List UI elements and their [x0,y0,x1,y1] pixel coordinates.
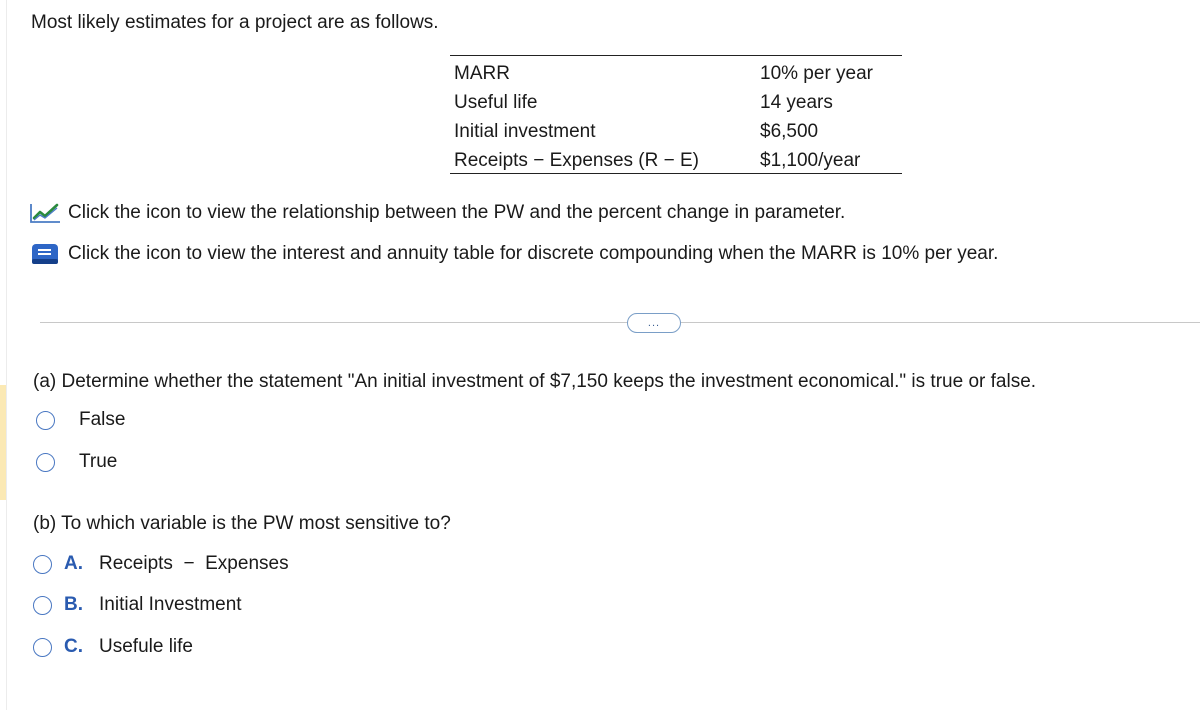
part-b-option-c[interactable] [33,636,193,658]
expand-button[interactable]: ... [627,313,681,333]
radio-button[interactable] [33,638,52,657]
param-label: MARR [454,62,510,84]
book-icon[interactable] [28,242,68,266]
option-letter: A. [64,553,83,574]
section-divider [40,322,1200,323]
param-label: Initial investment [454,120,596,142]
table-row [450,88,902,117]
radio-button[interactable] [36,453,55,472]
parameters-table [450,55,902,175]
option-letter: C. [64,636,83,657]
part-a-option-true[interactable] [36,451,117,473]
table-link-row [28,242,998,266]
part-a-question: (a) Determine whether the statement "An initial investment of $7,150 keeps the investment economical." is true or false. [33,371,1037,392]
part-a-option-false[interactable] [36,409,125,431]
option-label: Usefule life [99,636,193,657]
chart-link-text: Click the icon to view the relationship between the PW and the percent change in parameter. [68,202,846,223]
line-chart-icon[interactable] [28,201,68,225]
chart-link-row [28,201,845,225]
option-label: True [79,451,118,472]
table-row [450,56,902,89]
option-label: False [79,409,126,430]
table-bottom-rule [450,173,902,174]
param-value: $6,500 [760,120,819,142]
param-value: 14 years [760,91,833,113]
part-b-option-b[interactable] [33,594,242,616]
param-value: $1,100/year [760,149,861,171]
radio-button[interactable] [36,411,55,430]
option-letter: B. [64,594,83,615]
option-label: Receipts − Expenses [99,553,289,574]
table-link-text: Click the icon to view the interest and annuity table for discrete compounding when the MARR is 10% per year. [68,243,999,264]
part-b-option-a[interactable] [33,553,289,575]
option-label: Initial Investment [99,594,242,615]
table-row [450,146,902,175]
intro-text: Most likely estimates for a project are as follows. [31,12,439,33]
param-value: 10% per year [760,62,874,84]
part-b-question: (b) To which variable is the PW most sensitive to? [33,513,451,534]
radio-button[interactable] [33,555,52,574]
param-label: Useful life [454,91,538,113]
left-edge-line [6,0,7,710]
table-row [450,117,902,146]
radio-button[interactable] [33,596,52,615]
param-label: Receipts − Expenses (R − E) [454,149,699,171]
